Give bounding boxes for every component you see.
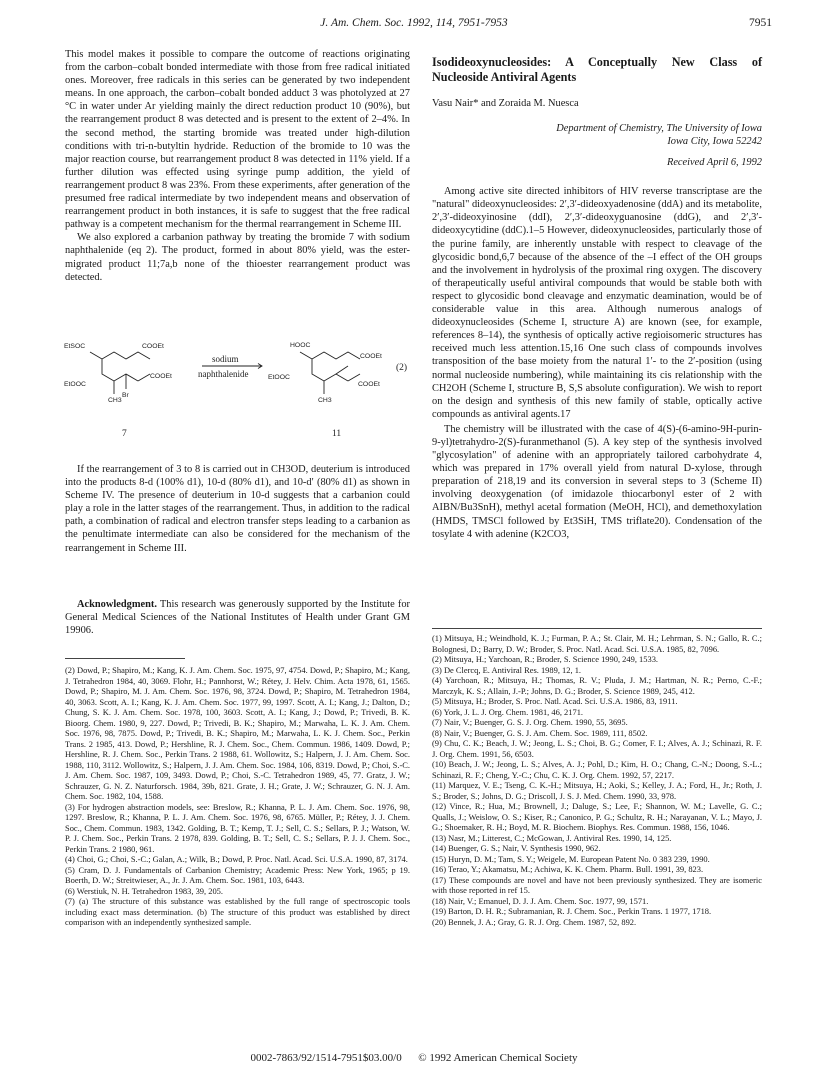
ack-label: Acknowledgment. bbox=[77, 599, 157, 610]
label-ch3-11: CH3 bbox=[318, 397, 332, 404]
label-cooet-7b: COOEt bbox=[150, 373, 172, 380]
article-title: Isodideoxynucleosides: A Conceptually New Class of Nucleoside Antiviral Agents bbox=[432, 55, 762, 84]
reference-item: (20) Bennek, J. A.; Gray, G. R. J. Org. Chem. 1987, 52, 892. bbox=[432, 916, 637, 927]
reference-item: (13) Nasr, M.; Litterest, C.; McGowan, J. Antiviral Res. 1990, 14, 125. bbox=[432, 832, 672, 843]
ack-text: This research was generously supported by the Institute for General Medical Sciences of the National Institutes of Health under Grant GM 19906. bbox=[65, 599, 410, 637]
reference-item: (16) Terao, Y.; Akamatsu, M.; Achiwa, K. K. Chem. Pharm. Bull. 1991, 39, 823. bbox=[432, 864, 704, 874]
affiliation-line: Department of Chemistry, The University of Iowa bbox=[556, 123, 762, 135]
label-ch3-7: CH3 bbox=[108, 397, 122, 404]
reference-item: (17) These compounds are novel and have not been previously synthesized. They are isomeric with those reported in ref 15. bbox=[432, 874, 762, 895]
reference-item: (1) Mitsuya, H.; Weindhold, K. J.; Furman, P. A.; St. Clair, M. H.; Lehrman, S. N.; Gallo, R. C.; Bolognesi, D.; Barry, D. W.; Broder, S. Proc. Natl. Acad. Sci. U.S.A. 1985, 82, 7096. bbox=[432, 633, 762, 654]
reference-item: (4) Choi, G.; Choi, S.-C.; Galan, A.; Wilk, B.; Dowd, P. Proc. Natl. Acad. Sci. U.S.A. 1990, 87, 3174. bbox=[65, 854, 408, 864]
article-code: 0002-7863/92/1514-7951$03.00/0 bbox=[250, 1052, 402, 1064]
references-left bbox=[65, 665, 410, 928]
copyright: © 1992 American Chemical Society bbox=[418, 1052, 578, 1064]
reference-item: (3) For hydrogen abstraction models, see: Breslow, R.; Khanna, P. L. J. Am. Chem. Soc. 1976, 98, 1297. Breslow, R.; Khanna, P. L. J. Am. Chem. Soc. 1976, 98, 6765. Müller, P.; Rétey, J. J. Chem. Soc., Chem. Commun. 1983, 1342. Golding, B. T.; Kemp, T. J.; Sell, C. S.; Sellars, P. J.; Watson, W. P. J. Chem. Soc., Perkin Trans. 2 1978, 839. Golding, B. T.; Sell, C. S.; Sellars, P. J. J. Chem. Soc., Perkin Trans. 2 1980, 961. bbox=[65, 801, 410, 854]
compound-number-7: 7 bbox=[122, 429, 127, 439]
affiliation-line: Iowa City, Iowa 52242 bbox=[667, 136, 762, 148]
reference-item: (2) Mitsuya, H.; Yarchoan, R.; Broder, S. Science 1990, 249, 1533. bbox=[432, 654, 659, 664]
reference-item: (5) Cram, D. J. Fundamentals of Carbanion Chemistry; Academic Press: New York, 1965; p 19. Boerth, D. W.; Streitwieser, A., Jr. J. Am. Chem. Soc. 1981, 103, 6443. bbox=[65, 864, 410, 885]
running-header bbox=[0, 17, 828, 33]
reference-item: (11) Marquez, V. E.; Tseng, C. K.-H.; Mitsuya, H.; Aoki, S.; Kelley, J. A.; Ford, H., Jr.; Roth, J. S.; Broder, S.; Johns, D. G.; Driscoll, J. S. J. Med. Chem. 1990, 33, 978. bbox=[432, 780, 762, 801]
reference-item: (8) Nair, V.; Buenger, G. S. J. Am. Chem. Soc. 1989, 111, 8502. bbox=[432, 727, 648, 738]
reference-item: (4) Yarchoan, R.; Mitsuya, H.; Thomas, R. V.; Pluda, J. M.; Hartman, N. R.; Perno, C.-F.; Marczyk, K. S.; Allain, J.-P.; Johns, D. G.; Broder, S. Science 1989, 245, 412. bbox=[432, 675, 762, 696]
references-right bbox=[432, 633, 762, 927]
compound-11-structure bbox=[300, 352, 360, 394]
right-column bbox=[432, 48, 762, 541]
label-cooet-11a: COOEt bbox=[360, 353, 382, 360]
reference-item: (9) Chu, C. K.; Beach, J. W.; Jeong, L. S.; Choi, B. G.; Comer, F. I.; Alves, A. J.; Schinazi, R. F. J. Org. Chem. 1991, 56, 6503. bbox=[432, 738, 762, 759]
affiliation bbox=[432, 122, 762, 148]
reference-item: (5) Mitsuya, H.; Broder, S. Proc. Natl. Acad. Sci. U.S.A. 1986, 83, 1911. bbox=[432, 696, 678, 706]
journal-citation: J. Am. Chem. Soc. 1992, 114, 7951-7953 bbox=[320, 17, 508, 29]
reference-item: (6) Werstiuk, N. H. Tetrahedron 1983, 39, 205. bbox=[65, 885, 223, 896]
reference-item: (15) Huryn, D. M.; Tam, S. Y.; Weigele, M. European Patent No. 0 383 239, 1990. bbox=[432, 853, 710, 864]
left-column-continued bbox=[65, 463, 410, 555]
page-footer bbox=[0, 1052, 828, 1064]
paragraph: We also explored a carbanion pathway by treating the bromide 7 with sodium naphthalenide (eq 2). The product, formed in about 80% yield, was the ester-migrated product 11;7a,b none of the thioester rearrangement product was detected. bbox=[65, 232, 410, 283]
reference-item: (7) (a) The structure of this substance was established by the full range of spectroscopic tools including exact mass determination. (b) The structure of this product was established by direct comparison with an independently synthesized sample. bbox=[65, 896, 410, 927]
paragraph: If the rearrangement of 3 to 8 is carried out in CH3OD, deuterium is introduced into the products 8-d (100% d1), 10-d (80% d1), and 10-d′ (80% d1) as shown in Scheme IV. The presence of deuterium in 10-d suggests that a carbanion could play a role in the latter stages of the rearrangement. Thus, in addition to the radical path, a combination of radical and electron transfer steps leading to a carbanion as the penultimate intermediate can also be considered for the mechanism of the rearrangement in Scheme III. bbox=[65, 464, 410, 554]
reagent-sodium: sodium bbox=[212, 354, 239, 364]
paragraph: Among active site directed inhibitors of HIV reverse transcriptase are the "natural" dideoxynucleosides: 2′,3′-dideoxyadenosine (ddA) and its metabolite, 2′,3′-dideoxyinosine (ddI), 2′,3′-dideoxyguanosine (ddG), and 2′,3′-dideoxycytidine (ddC).1–5 However, dideoxynucleosides, particularly those of the purine family, are inherently unstable with respect to cleavage of the glycosidic bond,6,7 because of the absence of the –I effect of the OH groups and the involvement in hydrolysis of the proximal ring oxygen. The discovery of therapeutically useful antiviral compounds that would be stable both with respect to glycosidic bond cleavage and enzymatic deamination, would be of considerable value in this area. Although numerous analogs of dideoxynucleosides (Scheme I, structure A) are known (see, for example, references 8–14), the synthesis of optically active regioisomeric structures has received much less attention.15,16 One such class of compounds involves transposition of the base moiety from the natural 1′- to the 2′-position (using normal nucleoside numbering), while maintaining its cis relationship with the CH2OH (Scheme I, structure B, S,S absolute configuration). We wish to report on the design and synthesis of this new family of stable, optically active compounds as antiviral agents.17 bbox=[432, 186, 762, 420]
reference-item: (14) Buenger, G. S.; Nair, V. Synthesis 1990, 962. bbox=[432, 843, 601, 853]
page-number: 7951 bbox=[749, 17, 772, 29]
equation-label: (2) bbox=[396, 363, 408, 373]
reference-item: (2) Dowd, P.; Shapiro, M.; Kang, K. J. Am. Chem. Soc. 1975, 97, 4754. Dowd, P.; Shapiro, M.; Kang, J. Tetrahedron 1984, 40, 3069. Flohr, H.; Pannhorst, W.; Rétey, J. Helv. Chim. Acta 1978, 61, 1565. Dowd, P.; Shapiro, M. J. Am. Chem. Soc. 1976, 98, 3724. Dowd, P.; Shapiro, M. Tetrahedron 1984, 40, 3063. Scott, A. I.; Kang, K. J. Am. Chem. Soc. 1977, 99, 1997. Scott, A. I.; Kang, J.; Dalton, D.; Chung, S. K. J. Am. Chem. Soc. 1978, 100, 3603. Scott, A. I.; Kang, J.; Dowd, P.; Trivedi, B. K. Bioorg. Chem. 1980, 9, 227. Dowd, P.; Trivedi, B. K.; Shapiro, M.; Marwaha, L. K. J. Am. Chem. Soc. 1976, 98, 7875. Dowd, P.; Trivedi, B. K.; Shapiro, M.; Marwaha, L. K. J. Chem. Soc., Perkin Trans. 2 1985, 413. Dowd, P.; Hershline, R. J. Chem. Soc., Chem. Commun. 1986, 1409. Dowd, P.; Hershline, R. J. Chem. Soc., Perkin Trans. 2 1988, 61. Wollowitz, S.; Halpern, J. J. Am. Chem. Soc. 1988, 110, 3112. Wollowitz, S.; Halpern, J. J. Am. Chem. Soc. 1984, 106, 8319. Dowd, P.; Choi, S.-C. J. Am. Chem. Soc. 1987, 109, 3493. Dowd, P.; Choi, S.-C. Tetrahedron 1989, 45, 77. Gratz, J. W.; Schrauzer, G. N. Z. Naturforsch. 1984, 39b, 821. Grate, J. H.; Grate, J. W.; Schrauzer, G. N. J. Am. Chem. Soc. 1982, 104, 1588. bbox=[65, 665, 410, 801]
label-hooc-11: HOOC bbox=[290, 342, 311, 349]
label-br-7: Br bbox=[122, 392, 129, 399]
reaction-scheme-eq2 bbox=[62, 334, 417, 442]
paragraph: The chemistry will be illustrated with the case of 4(S)-(6-amino-9H-purin-9-yl)tetrahydro-2(S)-furanmethanol (5). A key step of the synthesis involved "glycosylation" of adenine with an appropriately tailored carbohydrate 4, which was prepared in 17% overall yield from natural D-xylose, through preparation of 218,19 and its conversion in several steps to 3 (Scheme II) involving deoxygenation (of imidazole thiocarbonyl ester of 2 with AIBN/Bu3SnH), methyl acetal formation (MeOH, HCl), and demethoxylation (HMDS, TMSCl followed by Et3SiH, TMS triflate20). Condensation of the tosylate 4 with adenine (K2CO3, bbox=[432, 423, 762, 540]
label-etooc-11: EtOOC bbox=[268, 374, 290, 381]
reference-item: (18) Nair, V.; Emanuel, D. J. J. Am. Chem. Soc. 1977, 99, 1571. bbox=[432, 895, 649, 906]
label-cooet-11b: COOEt bbox=[358, 381, 380, 388]
left-column bbox=[65, 48, 410, 284]
label-cooet-7a: COOEt bbox=[142, 343, 164, 350]
reference-item: (10) Beach, J. W.; Jeong, L. S.; Alves, A. J.; Pohl, D.; Kim, H. O.; Chang, C.-N.; Doong, S.-L.; Schinazi, R. F.; Cheng, Y.-C.; Chu, C. K. J. Org. Chem. 1992, 57, 2217. bbox=[432, 759, 762, 780]
received-date: Received April 6, 1992 bbox=[666, 157, 762, 169]
label-etsoc: EtSOC bbox=[64, 343, 86, 350]
compound-7-structure bbox=[90, 352, 150, 394]
compound-number-11: 11 bbox=[332, 429, 342, 439]
label-etooc-7: EtOOC bbox=[64, 381, 86, 388]
reference-item: (19) Barton, D. H. R.; Subramanian, R. J. Chem. Soc., Perkin Trans. 1 1977, 1718. bbox=[432, 906, 712, 916]
reference-item: (3) De Clercq, E. Antiviral Res. 1989, 12, 1. bbox=[432, 664, 582, 675]
reagent-naphthalenide: naphthalenide bbox=[198, 369, 249, 379]
acknowledgment bbox=[65, 598, 410, 637]
reference-item: (6) York, J. L. J. Org. Chem. 1981, 46, 2171. bbox=[432, 706, 584, 717]
footnote-divider bbox=[432, 628, 762, 629]
paragraph: This model makes it possible to compare the outcome of reactions originating from the carbon–cobalt bonded intermediate with those from free radical initiated ones. Moreover, free radicals in this series can be generated by two independent means. In one approach, the carbon–cobalt bonded adduct 3 was photolyzed at 27 °C in water under Ar yielding mainly the direct reduction product 10 (90%), but the rearrangement product 8 was detected and is present to the extent of 2–4%. In the second method, the starting bromide was treated under high-dilution conditions with tri-n-butyltin hydride. Reduction of the bromide to 10 was the major reaction course, but rearrangement product 8 was detected in 11% yield. If a further dilution was effected using syringe pump addition, the yield of rearrangement product 8 was 23%. From these experiments, after generation of the presumed free radical intermediate by two independent means and observation of rearrangement product in both instances, it is safe to suggest that the free radical pathway is a competent mechanism for the thermal rearrangement in Scheme III. bbox=[65, 49, 410, 231]
reference-item: (12) Vince, R.; Hua, M.; Brownell, J.; Daluge, S.; Lee, F.; Shannon, W. M.; Lavelle, G. C.; Qualls, J.; Weislow, O. S.; Kiser, R.; Canonico, P. G.; Schultz, R. H.; Narayanan, V. L.; Mayo, J. G.; Shoemaker, R. H.; Boyd, M. R. Biochem. Biophys. Res. Commun. 1988, 156, 1046. bbox=[432, 801, 762, 832]
reference-item: (7) Nair, V.; Buenger, G. S. J. Org. Chem. 1990, 55, 3695. bbox=[432, 717, 628, 727]
footnote-divider bbox=[65, 658, 185, 659]
authors: Vasu Nair* and Zoraida M. Nuesca bbox=[432, 98, 579, 109]
